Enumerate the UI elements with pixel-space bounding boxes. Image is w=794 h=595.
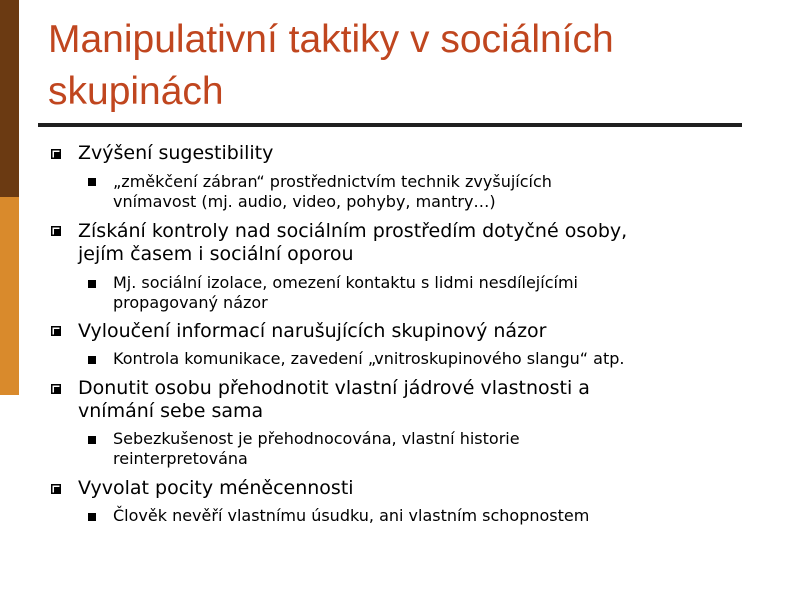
square-sub-bullet-icon: [88, 356, 96, 364]
sub-bullet-text: Kontrola komunikace, zavedení „vnitroskupinového slangu“ atp.: [113, 349, 625, 368]
bullet-text: Vyloučení informací narušujících skupinový názor: [78, 320, 547, 342]
sub-bullet-text: Člověk nevěří vlastnímu úsudku, ani vlastním schopnostem: [113, 506, 590, 525]
bullet-text: Získání kontroly nad sociálním prostředím dotyčné osoby, jejím časem i sociální oporou: [78, 220, 628, 265]
bullet-text: Zvýšení sugestibility: [78, 142, 274, 164]
side-accent-bar-bottom: [0, 395, 19, 595]
sub-bullet-text: Mj. sociální izolace, omezení kontaktu s lidmi nesdílejícími propagovaný názor: [113, 273, 578, 312]
square-sub-bullet-icon: [88, 178, 96, 186]
hollow-square-bullet-icon: [51, 384, 61, 394]
title-line-1: Manipulativní taktiky v sociálních: [48, 18, 614, 61]
hollow-square-bullet-icon: [51, 326, 61, 336]
hollow-square-bullet-icon: [51, 484, 61, 494]
hollow-square-bullet-icon: [51, 226, 61, 236]
title-line-2: skupinách: [48, 70, 224, 113]
bullet-text: Vyvolat pocity méněcennosti: [78, 477, 354, 499]
sub-bullet-text: Sebezkušenost je přehodnocována, vlastní historie reinterpretována: [113, 429, 520, 468]
square-sub-bullet-icon: [88, 513, 96, 521]
bullet-text: Donutit osobu přehodnotit vlastní jádrové vlastnosti a vnímání sebe sama: [78, 377, 590, 422]
slide-title: [48, 14, 768, 118]
hollow-square-bullet-icon: [51, 149, 61, 159]
square-sub-bullet-icon: [88, 280, 96, 288]
square-sub-bullet-icon: [88, 436, 96, 444]
sub-bullet-text: „změkčení zábran“ prostřednictvím technik zvyšujících vnímavost (mj. audio, video, pohyby, mantry…): [113, 172, 552, 211]
side-accent-bar-middle: [0, 197, 19, 395]
title-divider: [38, 123, 742, 127]
side-accent-bar-top: [0, 0, 19, 197]
